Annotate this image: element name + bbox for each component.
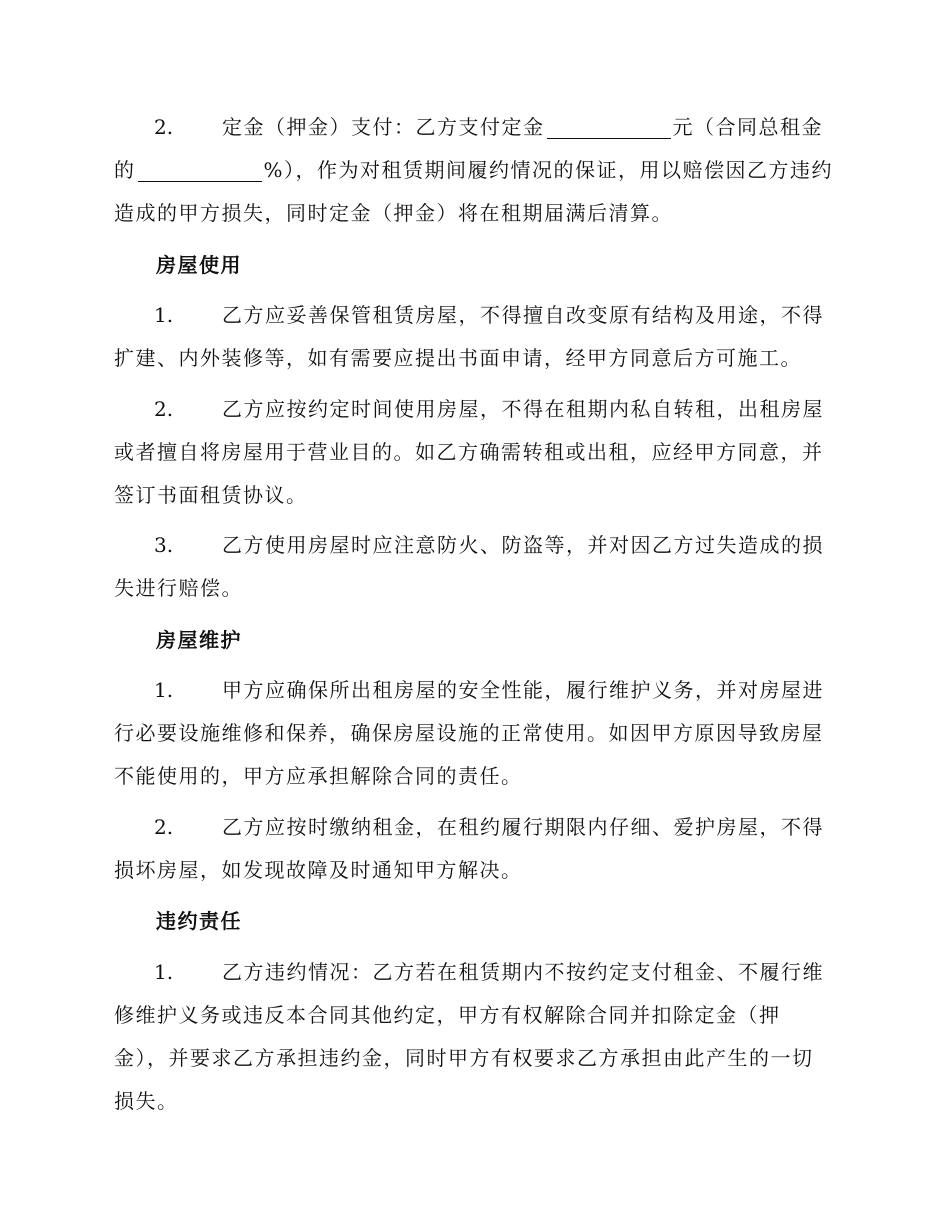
deposit-text-a: 定金（押金）支付：乙方支付定金 — [222, 115, 545, 139]
deposit-percent-blank[interactable] — [138, 157, 262, 182]
section-heading-usage: 房屋使用 — [156, 253, 242, 277]
usage-item-3 — [114, 524, 834, 610]
clause-number: 1. — [154, 678, 174, 702]
usage-item-text: 乙方应妥善保管租赁房屋，不得擅自改变原有结构及用途，不得扩建、内外装修等，如有需要应提出书面申请，经甲方同意后方可施工。 — [114, 303, 824, 370]
clause-number: 3. — [154, 533, 174, 557]
clause-number: 2. — [154, 115, 174, 139]
usage-item-1 — [114, 294, 834, 380]
breach-item-1 — [114, 951, 834, 1123]
section-heading-maintenance: 房屋维护 — [156, 628, 242, 652]
deposit-amount-blank[interactable] — [547, 114, 671, 139]
clause-number: 1. — [154, 960, 174, 984]
maintenance-item-2 — [114, 806, 834, 892]
maintenance-item-text: 乙方应按时缴纳租金，在租约履行期限内仔细、爱护房屋，不得损坏房屋，如发现故障及时通知甲方解决。 — [114, 815, 824, 882]
clause-number: 2. — [154, 397, 174, 421]
maintenance-item-text: 甲方应确保所出租房屋的安全性能，履行维护义务，并对房屋进行必要设施维修和保养，确保房屋设施的正常使用。如因甲方原因导致房屋不能使用的，甲方应承担解除合同的责任。 — [114, 678, 824, 788]
maintenance-item-1 — [114, 669, 834, 798]
deposit-clause — [114, 106, 834, 235]
deposit-text-b: 元（合同总租金的 — [114, 115, 823, 182]
clause-number: 2. — [154, 815, 174, 839]
breach-item-text: 乙方违约情况：乙方若在租赁期内不按约定支付租金、不履行维修维护义务或违反本合同其他约定，甲方有权解除合同并扣除定金（押金），并要求乙方承担违约金，同时甲方有权要求乙方承担由此产生的一切损失。 — [114, 960, 824, 1113]
deposit-text-c: %），作为对租赁期间履约情况的保证，用以赔偿因乙方违约造成的甲方损失，同时定金（押金）将在租期届满后清算。 — [114, 158, 834, 225]
usage-item-text: 乙方应按约定时间使用房屋，不得在租期内私自转租，出租房屋或者擅自将房屋用于营业目的。如乙方确需转租或出租，应经甲方同意，并签订书面租赁协议。 — [114, 397, 824, 507]
section-heading-breach: 违约责任 — [156, 909, 242, 933]
clause-number: 1. — [154, 303, 174, 327]
usage-item-2 — [114, 388, 834, 517]
usage-item-text: 乙方使用房屋时应注意防火、防盗等，并对因乙方过失造成的损失进行赔偿。 — [114, 533, 824, 600]
